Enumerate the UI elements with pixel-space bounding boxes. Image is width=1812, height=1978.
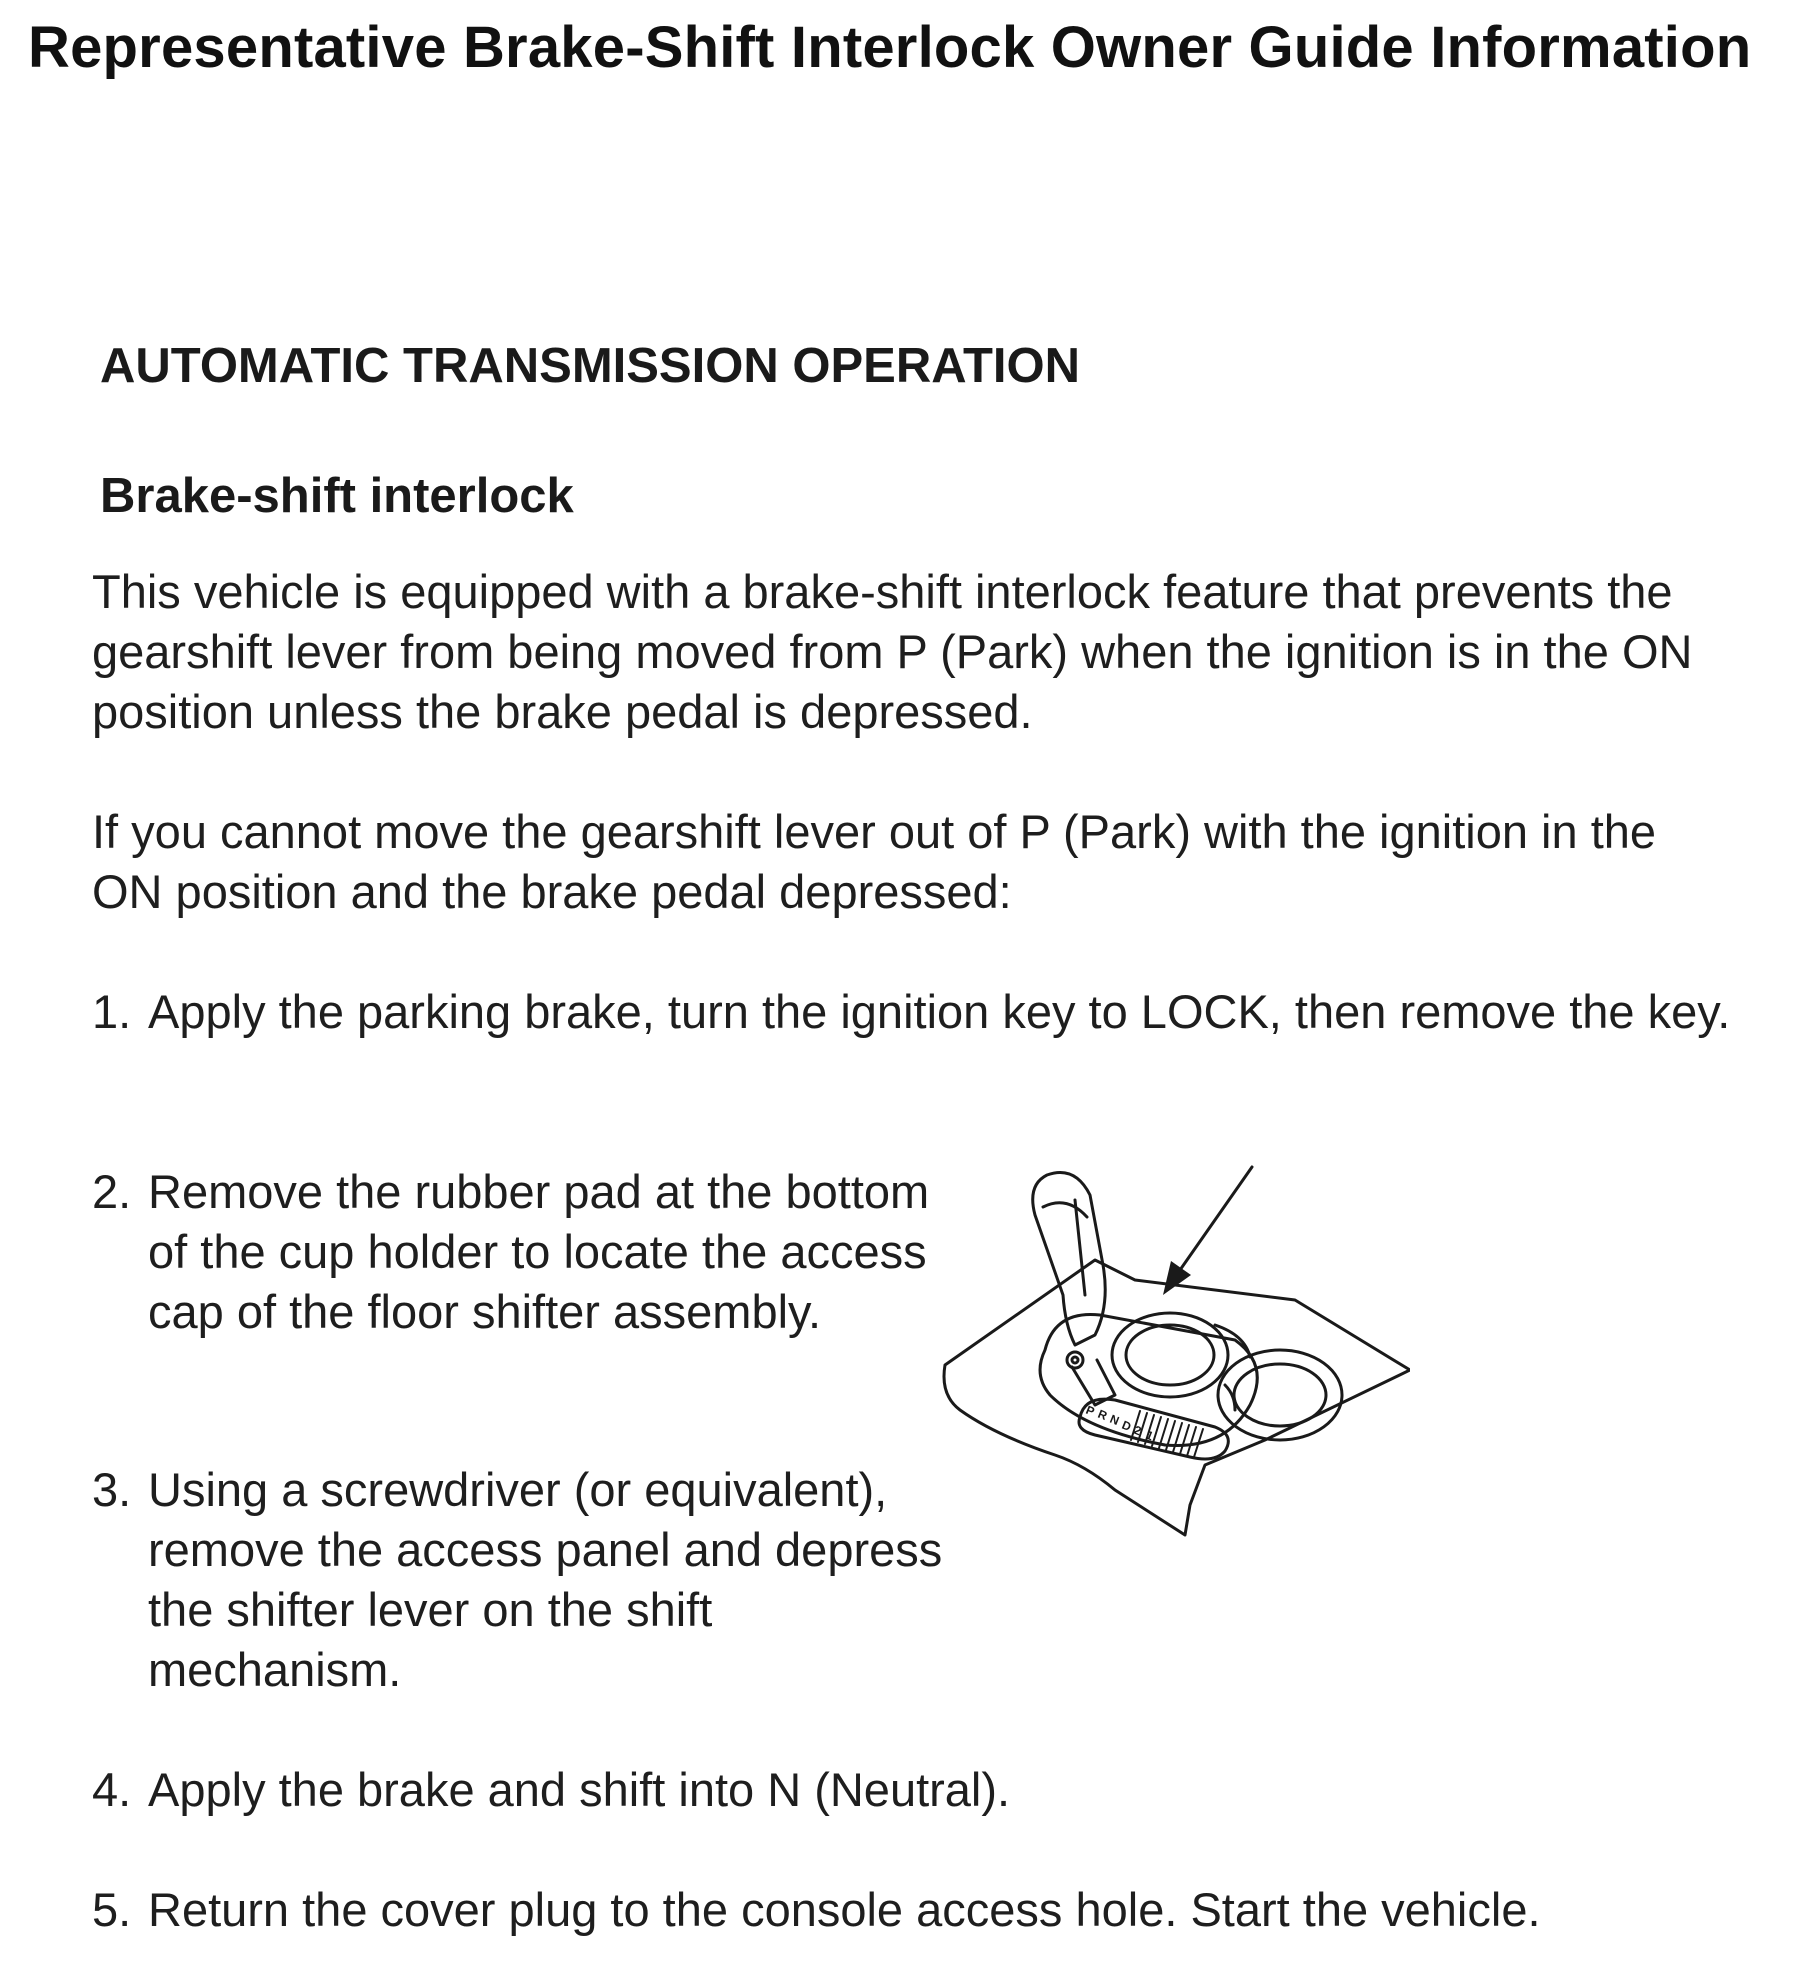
step-number: 5.: [92, 1883, 132, 1936]
step-text: Using a screwdriver (or equivalent), remove the access panel and depress the shifter lever on the shift mechanism.: [148, 1463, 943, 1696]
gear-letter: R: [1095, 1406, 1110, 1424]
gate-grille: [1131, 1411, 1203, 1457]
lever-button: [1067, 1352, 1083, 1368]
step-item-1: [92, 982, 1752, 1042]
step-text: Apply the parking brake, turn the ignition key to LOCK, then remove the key.: [148, 985, 1731, 1038]
gear-letter: P: [1083, 1402, 1097, 1419]
step-item-3: [92, 1460, 962, 1700]
intro-paragraph: This vehicle is equipped with a brake-shift interlock feature that prevents the gearshift lever from being moved from P (Park) when the ignition is in the ON position unless the brake pedal is depressed.: [92, 565, 1693, 738]
step-number: 3.: [92, 1463, 132, 1516]
step-item-4: [92, 1760, 1692, 1820]
section-heading: AUTOMATIC TRANSMISSION OPERATION: [100, 339, 1080, 393]
pointer-arrow-shaft: [1180, 1167, 1252, 1270]
step-text: Return the cover plug to the console access hole. Start the vehicle.: [148, 1883, 1541, 1936]
gear-letter: 2: [1131, 1422, 1144, 1439]
gear-letter: 1: [1143, 1427, 1156, 1444]
pointer-arrow-head: [1163, 1261, 1191, 1295]
step-item-2: [92, 1162, 962, 1342]
condition-paragraph: If you cannot move the gearshift lever out of P (Park) with the ignition in the ON position and the brake pedal depressed:: [92, 805, 1657, 918]
step-number: 2.: [92, 1165, 132, 1218]
step-text: Remove the rubber pad at the bottom of the cup holder to locate the access cap of the floor shifter assembly.: [148, 1165, 930, 1338]
document-title: Representative Brake-Shift Interlock Owner Guide Information: [28, 15, 1752, 80]
gear-letter: N: [1107, 1411, 1122, 1429]
step-item-5: [92, 1880, 1732, 1940]
gear-letter: D: [1119, 1417, 1134, 1435]
step-number: 4.: [92, 1763, 132, 1816]
shifter-console-illustration: [935, 1095, 1410, 1540]
step-number: 1.: [92, 985, 132, 1038]
subsection-heading: Brake-shift interlock: [100, 469, 574, 523]
step-text: Apply the brake and shift into N (Neutral).: [148, 1763, 1011, 1816]
